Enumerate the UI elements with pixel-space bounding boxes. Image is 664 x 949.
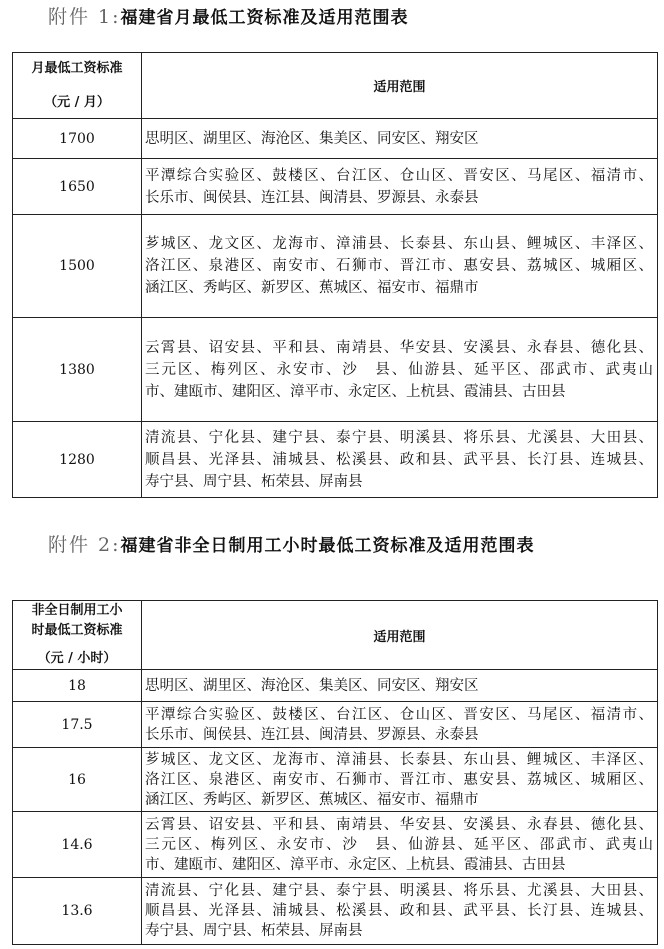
scope-line: 市、建瓯市、建阳区、漳平市、永定区、上杭县、霞浦县、古田县 [145,383,566,400]
scope-cell [142,748,658,812]
scope-line: 云霄县、诏安县、平和县、南靖县、华安县、安溪县、永春县、德化县、 [145,339,653,356]
scope-line: 思明区、湖里区、海沧区、集美区、同安区、翔安区 [145,677,479,694]
table-row [13,878,658,945]
scope-cell [142,159,658,215]
scope-line: 平潭综合实验区、鼓楼区、台江区、仓山区、晋安区、马尾区、福清市、 [145,167,653,184]
header-standard-label: 时最低工资标准 [31,623,123,638]
scope-cell [142,422,658,498]
scope-line: 清流县、宁化县、建宁县、泰宁县、明溪县、将乐县、尤溪县、大田县、 [145,883,653,899]
title-prefix: 附件 2: [48,534,121,556]
table2-title [48,530,535,557]
table-row [13,670,658,702]
scope-line: 芗城区、龙文区、龙海市、漳浦县、长泰县、东山县、鲤城区、丰泽区、 [145,236,653,252]
scope-line: 寿宁县、周宁县、柘荣县、屏南县 [145,473,363,490]
header-standard-unit: （元 / 小时） [37,651,117,666]
scope-line: 洛江区、泉港区、南安市、石狮市、晋江市、惠安县、荔城区、城厢区、 [145,258,653,274]
scope-cell [142,812,658,878]
scope-line: 三元区、梅列区、永安市、沙 县、仙游县、延平区、邵武市、武夷山 [145,361,653,378]
scope-line: 市、建瓯市、建阳区、漳平市、永定区、上杭县、霞浦县、古田县 [145,856,566,873]
scope-line: 云霄县、诏安县、平和县、南靖县、华安县、安溪县、永春县、德化县、 [145,816,653,833]
scope-line: 清流县、宁化县、建宁县、泰宁县、明溪县、将乐县、尤溪县、大田县、 [145,429,653,446]
scope-line: 洛江区、泉港区、南安市、石狮市、晋江市、惠安县、荔城区、城厢区、 [145,771,653,788]
wage-standard-cell: 14.6 [13,812,142,878]
header-standard-unit: （元 / 月） [44,94,110,110]
table-header-row [13,601,658,670]
table-row [13,702,658,748]
scope-line: 寿宁县、周宁县、柘荣县、屏南县 [145,923,363,939]
title-prefix: 附件 1: [48,6,121,28]
scope-cell [142,670,658,702]
table1-title [48,2,409,29]
wage-standard-cell: 1650 [13,159,142,215]
header-standard [13,601,142,670]
header-scope: 适用范围 [142,53,658,119]
table-row [13,159,658,215]
scope-cell [142,702,658,748]
scope-line: 长乐市、闽侯县、连江县、闽清县、罗源县、永泰县 [145,726,479,743]
hourly-wage-table [12,600,658,945]
wage-standard-cell: 1700 [13,119,142,159]
scope-line: 顺昌县、光泽县、浦城县、松溪县、政和县、武平县、长汀县、连城县、 [145,903,653,919]
scope-line: 芗城区、龙文区、龙海市、漳浦县、长泰县、东山县、鲤城区、丰泽区、 [145,751,653,768]
monthly-wage-table [12,52,658,498]
table-row [13,318,658,422]
wage-standard-cell: 1280 [13,422,142,498]
scope-line: 长乐市、闽侯县、连江县、闽清县、罗源县、永泰县 [145,189,479,206]
header-standard-label: 月最低工资标准 [31,60,123,76]
scope-cell [142,318,658,422]
wage-standard-cell: 17.5 [13,702,142,748]
table-row [13,422,658,498]
scope-line: 平潭综合实验区、鼓楼区、台江区、仓山区、晋安区、马尾区、福清市、 [145,706,653,723]
table-row [13,748,658,812]
header-scope: 适用范围 [142,601,658,670]
wage-standard-cell: 13.6 [13,878,142,945]
wage-standard-cell: 18 [13,670,142,702]
scope-line: 顺昌县、光泽县、浦城县、松溪县、政和县、武平县、长汀县、连城县、 [145,451,653,468]
scope-line: 涵江区、秀屿区、新罗区、蕉城区、福安市、福鼎市 [145,280,479,296]
table-header-row [13,53,658,119]
wage-standard-cell: 16 [13,748,142,812]
scope-cell [142,119,658,159]
table-row [13,119,658,159]
header-standard [13,53,142,119]
scope-cell [142,215,658,318]
title-text: 福建省月最低工资标准及适用范围表 [120,8,409,28]
scope-line: 思明区、湖里区、海沧区、集美区、同安区、翔安区 [145,130,479,147]
wage-standard-cell: 1500 [13,215,142,318]
scope-line: 涵江区、秀屿区、新罗区、蕉城区、福安市、福鼎市 [145,791,479,808]
scope-line: 三元区、梅列区、永安市、沙 县、仙游县、延平区、邵武市、武夷山 [145,836,653,853]
scope-cell [142,878,658,945]
wage-standard-cell: 1380 [13,318,142,422]
table-row [13,812,658,878]
title-text: 福建省非全日制用工小时最低工资标准及适用范围表 [120,536,535,556]
table-row [13,215,658,318]
header-standard-label: 非全日制用工小 [31,603,123,618]
